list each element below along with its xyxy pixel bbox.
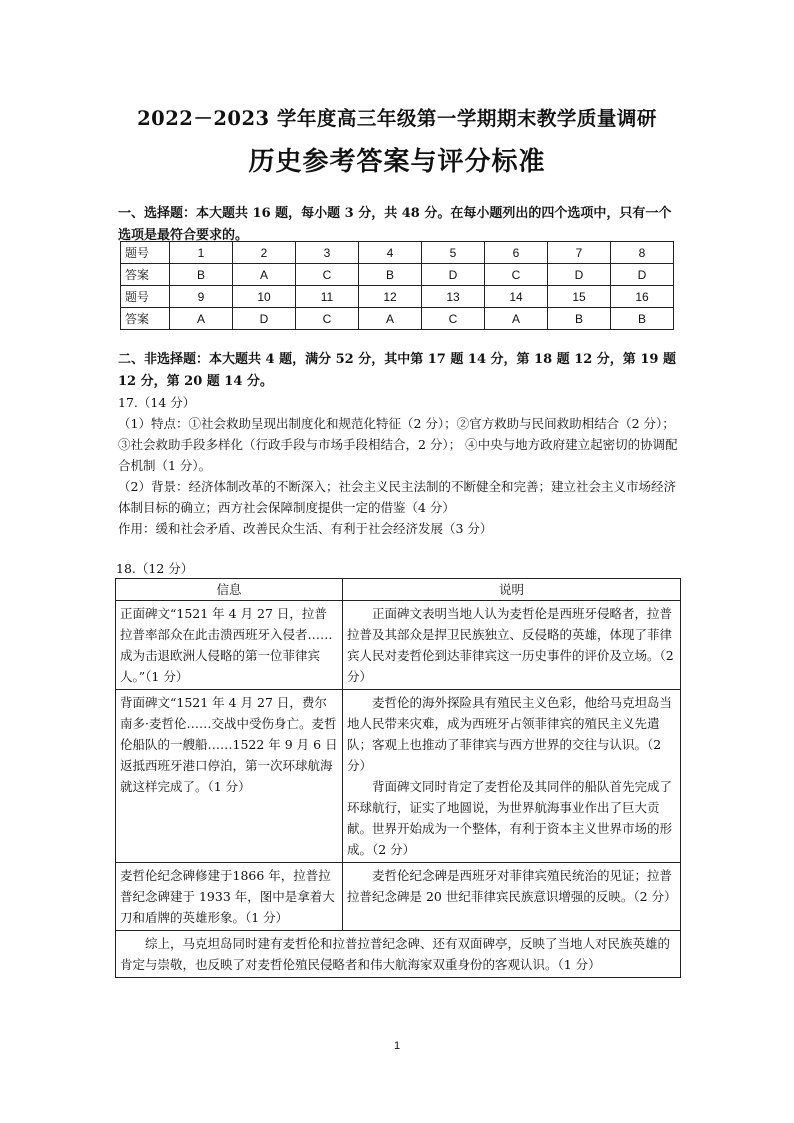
question-number: 7 [548,242,611,264]
exam-title: 2022－2023 学年度高三年级第一学期期末教学质量调研 [137,107,657,130]
table-row [121,308,674,330]
summary-cell: 综上，马克坦岛同时建有麦哲伦和拉普拉普纪念碑、还有双面碑亭，反映了当地人对民族英雄的肯定与崇敬，也反映了对麦哲伦殖民侵略者和伟大航海家双重身份的客观认识。（1 分） [116,931,681,978]
table-row [116,863,681,931]
answer-cell: D [611,264,674,286]
question-number: 4 [359,242,422,264]
section2-heading: 二、非选择题：本大题共 4 题，满分 52 分，其中第 17 题 14 分，第 18 题 12 分，第 19 题 12 分，第 20 题 14 分。 [118,352,676,389]
q17-part1: （1）特点：①社会救助呈现出制度化和规范化特征（2 分）；②官方救助与民间救助相结合（2 分）；③社会救助手段多样化（行政手段与市场手段相结合，2 分）； ④中央与地方政府建立起密切的协调配合机制（1 分）。 [118,416,678,473]
answer-cell: C [296,308,359,330]
question-number: 14 [485,286,548,308]
question-number: 2 [233,242,296,264]
page-number: 1 [393,1040,401,1052]
explain-cell: 正面碑文表明当地人认为麦哲伦是西班牙侵略者，拉普拉普及其部众是捍卫民族独立、反侵略的英雄，体现了菲律宾人民对麦哲伦到达菲律宾这一历史事件的评价及立场。（2 分） [343,601,681,690]
explain-paragraph: 麦哲伦的海外探险具有殖民主义色彩，他给马克坦岛当地人民带来灾难，成为西班牙占领菲律宾的殖民主义先遣队；客观上也推动了菲律宾与西方世界的交往与认识。（2 分） [347,695,673,773]
table-header-row [116,579,681,601]
q17-part2: （2）背景：经济体制改革的不断深入；社会主义民主法制的不断健全和完善；建立社会主义市场经济体制目标的确立；西方社会保障制度提供一定的借鉴（4 分） [118,479,676,515]
info-cell: 背面碑文“1521 年 4 月 27 日，费尔南多·麦哲伦……交战中受伤身亡。麦哲伦船队的一艘船……1522 年 9 月 6 日返抵西班牙港口停泊，第一次环球航海就这样完成了。（1 分） [116,690,343,863]
table-row [116,690,681,863]
question-number: 16 [611,286,674,308]
answer-cell: B [170,264,233,286]
mcq-answer-table [120,241,674,330]
answer-cell: B [611,308,674,330]
column-header-explain: 说明 [343,579,681,601]
table-row [116,601,681,690]
answer-cell: A [233,264,296,286]
answer-cell: B [548,308,611,330]
column-header-info: 信息 [116,579,343,601]
table-row [121,264,674,286]
answer-cell: D [548,264,611,286]
question-number: 13 [422,286,485,308]
section1-heading: 一、选择题：本大题共 16 题，每小题 3 分，共 48 分。在每小题列出的四个选项中，只有一个选项是最符合要求的。 [118,206,672,243]
answer-cell: A [359,308,422,330]
row-label: 答案 [121,264,170,286]
question-number: 11 [296,286,359,308]
row-label: 答案 [121,308,170,330]
info-cell: 麦哲伦纪念碑修建于1866 年，拉普拉普纪念碑建于 1933 年，图中是拿着大刀和盾牌的英雄形象。（1 分） [116,863,343,931]
question-number: 6 [485,242,548,264]
answer-cell: C [485,264,548,286]
q17-title: 17.（14 分） [118,395,196,410]
question-number: 10 [233,286,296,308]
answer-cell: C [422,308,485,330]
explain-cell [343,690,681,863]
info-cell: 正面碑文“1521 年 4 月 27 日，拉普拉普率部众在此击溃西班牙入侵者……成为击退欧洲人侵略的第一位菲律宾人。”（1 分） [116,601,343,690]
document-title: 历史参考答案与评分标准 [248,147,546,177]
answer-cell: A [170,308,233,330]
row-label: 题号 [121,242,170,264]
row-label: 题号 [121,286,170,308]
question-number: 9 [170,286,233,308]
q17-effect: 作用：缓和社会矛盾、改善民众生活、有利于社会经济发展（3 分） [118,521,493,536]
answer-cell: B [359,264,422,286]
question-number: 8 [611,242,674,264]
explain-paragraph: 背面碑文同时肯定了麦哲伦及其同伴的船队首先完成了环球航行，证实了地圆说，为世界航海事业作出了巨大贡献。世界开始成为一个整体，有利于资本主义世界市场的形成。（2 分） [347,779,673,857]
question-number: 15 [548,286,611,308]
answer-cell: C [296,264,359,286]
answer-cell: A [485,308,548,330]
answer-cell: D [233,308,296,330]
q18-title: 18.（12 分） [116,561,194,576]
answer-cell: D [422,264,485,286]
q18-answer-table [115,578,681,978]
question-number: 1 [170,242,233,264]
table-row [121,286,674,308]
explain-cell: 麦哲伦纪念碑是西班牙对菲律宾殖民统治的见证；拉普拉普纪念碑是 20 世纪菲律宾民族意识增强的反映。（2 分） [343,863,681,931]
question-number: 12 [359,286,422,308]
question-number: 3 [296,242,359,264]
table-row [116,931,681,978]
table-row [121,242,674,264]
question-number: 5 [422,242,485,264]
q17-answer [118,392,680,539]
